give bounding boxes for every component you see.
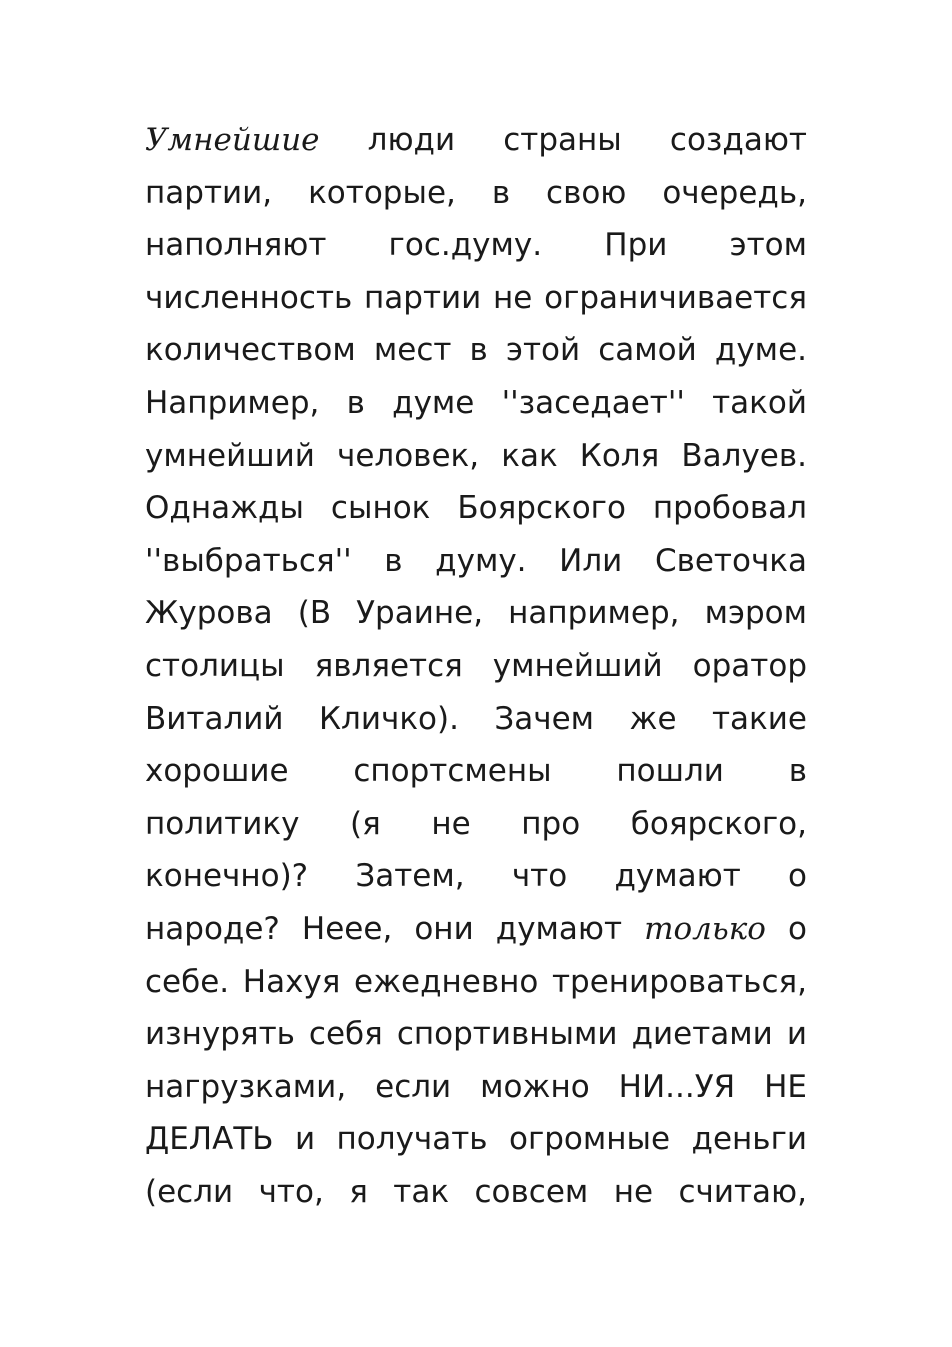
text-line bbox=[145, 219, 807, 272]
text-line bbox=[145, 272, 807, 325]
text-line bbox=[145, 1008, 807, 1061]
text-line bbox=[145, 482, 807, 535]
text-line bbox=[145, 903, 807, 956]
text-line bbox=[145, 535, 807, 588]
text-line bbox=[145, 798, 807, 851]
text-segment: умнейший человек, как Коля Валуев. bbox=[145, 437, 807, 474]
text-line bbox=[145, 377, 807, 430]
text-segment: себе. Нахуя ежедневно тренироваться, bbox=[145, 963, 807, 1000]
text-segment: изнурять себя спортивными диетами и bbox=[145, 1016, 807, 1053]
text-segment: нагрузками, если можно НИ...УЯ НЕ bbox=[145, 1068, 807, 1105]
text-line bbox=[145, 850, 807, 903]
text-line bbox=[145, 1113, 807, 1166]
text-line bbox=[145, 324, 807, 377]
text-line bbox=[145, 430, 807, 483]
body-text bbox=[145, 114, 807, 1218]
text-segment: Однажды сынок Боярского пробовал bbox=[145, 490, 807, 527]
text-segment: Журова (В Ураине, например, мэром bbox=[145, 595, 808, 632]
text-segment: конечно)? Затем, что думают о bbox=[145, 858, 807, 895]
text-segment: политику (я не про боярского, bbox=[145, 805, 807, 842]
text-segment: (если что, я так совсем не считаю, bbox=[145, 1173, 807, 1210]
text-segment: наполняют гос.думу. При этом bbox=[145, 227, 807, 264]
text-segment: столицы является умнейший оратор bbox=[145, 647, 807, 684]
text-segment: народе? Нееe, они думают bbox=[145, 910, 645, 947]
text-segment: хорошие спортсмены пошли в bbox=[145, 753, 807, 790]
text-line bbox=[145, 745, 807, 798]
text-segment: Например, в думе ''заседает'' такой bbox=[145, 384, 807, 421]
text-segment: количеством мест в этой самой думе. bbox=[145, 332, 807, 369]
text-line bbox=[145, 640, 807, 693]
text-segment: ''выбраться'' в думу. Или Светочка bbox=[145, 542, 807, 579]
text-line bbox=[145, 956, 807, 1009]
text-segment: численность партии не ограничивается bbox=[145, 279, 807, 316]
text-line bbox=[145, 114, 807, 167]
text-line bbox=[145, 167, 807, 220]
text-segment: люди страны создают bbox=[319, 122, 807, 158]
text-segment: Виталий Кличко). Зачем же такие bbox=[145, 700, 807, 737]
text-segment-italic: только bbox=[644, 910, 766, 947]
text-segment: партии, которые, в свою очередь, bbox=[145, 174, 807, 211]
text-line bbox=[145, 1061, 807, 1114]
text-line bbox=[145, 1166, 807, 1219]
text-segment: ДЕЛАТЬ и получать огромные деньги bbox=[145, 1121, 807, 1158]
text-segment-italic: Умнейшие bbox=[145, 122, 320, 158]
text-line bbox=[145, 693, 807, 746]
text-segment: о bbox=[765, 910, 807, 947]
text-line bbox=[145, 587, 807, 640]
